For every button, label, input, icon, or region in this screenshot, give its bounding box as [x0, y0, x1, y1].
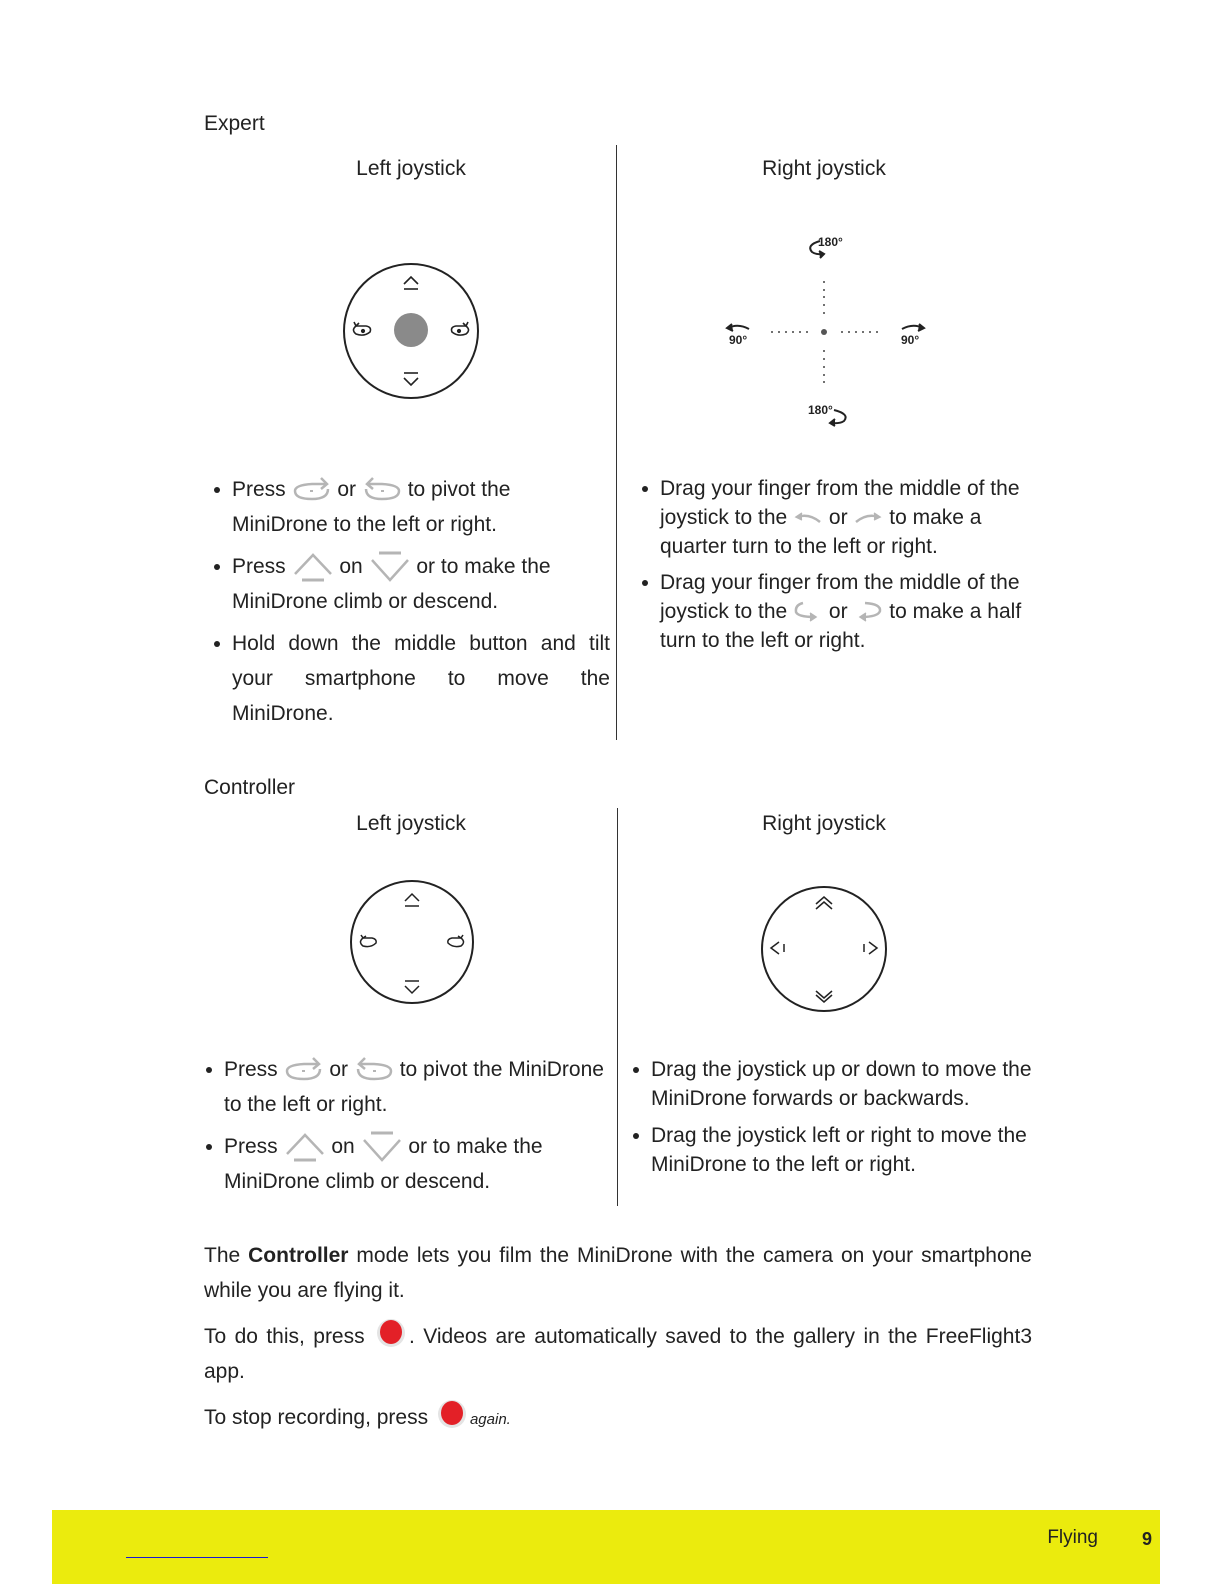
climb-gray-icon: [292, 550, 334, 584]
expert-left-joystick-title: Left joystick: [356, 157, 466, 180]
label-90-right: 90°: [901, 333, 920, 347]
record-button-icon: [438, 1400, 466, 1428]
label-90-left: 90°: [729, 333, 748, 347]
joystick-outline: [351, 881, 473, 1003]
list-item: Press or to pivot the MiniDrone to the left or right.: [196, 1052, 620, 1122]
climb-gray-icon: [284, 1130, 326, 1164]
page-footer: [52, 1510, 1160, 1584]
quarter-turn-right-gray-icon: [853, 510, 883, 526]
expert-left-instructions: [204, 472, 610, 738]
expert-column-divider: [616, 145, 617, 740]
middle-button[interactable]: [394, 313, 428, 347]
record-instructions-paragraph: To do this, press . Videos are automatically saved to the gallery in the FreeFlight3 app.: [204, 1319, 1032, 1389]
controller-term: Controller: [248, 1244, 349, 1267]
rotate-right-gray-icon: [284, 1055, 324, 1085]
rotate-right-gray-icon: [292, 475, 332, 505]
controller-left-joystick-diagram: [348, 880, 476, 1006]
list-item: Drag your finger from the middle of the joystick to the or to make a half turn to the left or right.: [632, 568, 1024, 655]
list-item: Drag the joystick left or right to move the MiniDrone to the left or right.: [623, 1121, 1035, 1179]
rotate-left-gray-icon: [362, 475, 402, 505]
controller-right-instructions: [623, 1055, 1035, 1187]
center-point: [821, 329, 827, 335]
descend-gray-icon: [361, 1130, 403, 1164]
expert-right-joystick-diagram: [724, 230, 929, 435]
label-180-bottom: 180°: [808, 403, 833, 417]
controller-left-instructions: [196, 1052, 620, 1206]
section-title-expert: Expert: [204, 112, 265, 135]
list-item: Drag the joystick up or down to move the MiniDrone forwards or backwards.: [623, 1055, 1035, 1113]
list-item: Press on or to make the MiniDrone climb or descend.: [196, 1129, 620, 1199]
label-180-top: 180°: [818, 235, 843, 249]
list-item: Press or to pivot the MiniDrone to the left or right.: [204, 472, 610, 542]
half-turn-left-gray-icon: [793, 600, 823, 624]
section-title-controller: Controller: [204, 776, 296, 799]
stop-recording-paragraph: To stop recording, press again.: [204, 1400, 1032, 1437]
quarter-turn-left-arrow-icon: [727, 324, 749, 331]
expert-right-instructions: [632, 474, 1024, 662]
list-item: Hold down the middle button and tilt your smartphone to move the MiniDrone.: [204, 626, 610, 731]
controller-right-joystick-title: Right joystick: [762, 812, 886, 835]
half-turn-right-gray-icon: [853, 600, 883, 624]
record-button-icon: [377, 1319, 405, 1347]
controller-mode-paragraph: The Controller mode lets you film the MiniDrone with the camera on your smartphone while you are flying it.: [204, 1244, 1032, 1302]
list-item: Press on or to make the MiniDrone climb or descend.: [204, 549, 610, 619]
joystick-outline: [762, 887, 886, 1011]
quarter-turn-right-arrow-icon: [902, 324, 924, 331]
footer-link-underline: [126, 1557, 268, 1558]
controller-left-joystick-title: Left joystick: [356, 812, 466, 835]
rotate-left-gray-icon: [354, 1055, 394, 1085]
expert-left-joystick-diagram: [340, 260, 482, 402]
descend-gray-icon: [369, 550, 411, 584]
footer-section-name: Flying: [1047, 1527, 1098, 1548]
page-number: 9: [1141, 1529, 1152, 1549]
expert-right-joystick-title: Right joystick: [762, 157, 886, 180]
list-item: Drag your finger from the middle of the joystick to the or to make a quarter turn to the left or right.: [632, 474, 1024, 561]
controller-right-joystick-diagram: [759, 885, 889, 1015]
quarter-turn-left-gray-icon: [793, 510, 823, 526]
